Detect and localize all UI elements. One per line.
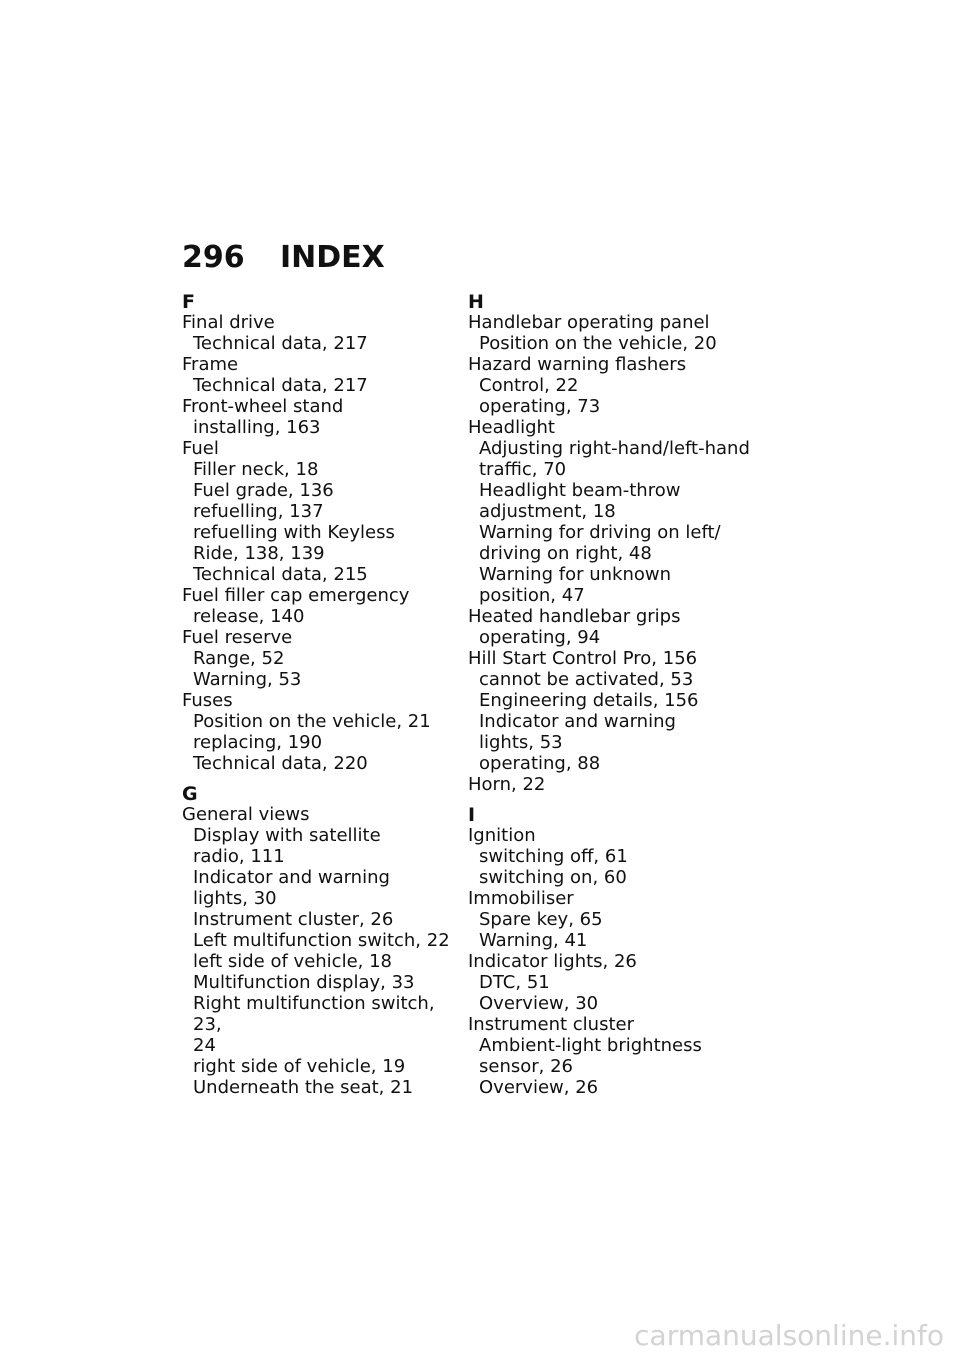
index-entry: Horn, 22 xyxy=(468,774,546,795)
index-subentry: Control, 22 xyxy=(479,375,579,396)
index-subentry: Indicator and warning xyxy=(479,711,676,732)
index-entry: Hazard warning flashers xyxy=(468,354,687,375)
index-entry: Fuel filler cap emergency xyxy=(182,585,410,606)
index-subentry: Indicator and warning xyxy=(193,867,390,888)
index-subentry: Range, 52 xyxy=(193,648,285,669)
index-subentry: Technical data, 217 xyxy=(193,375,368,396)
index-subentry: Warning for unknown xyxy=(479,564,671,585)
index-entry: Fuel xyxy=(182,438,219,459)
index-subentry: Technical data, 217 xyxy=(193,333,368,354)
index-subentry: Spare key, 65 xyxy=(479,909,603,930)
index-subentry: release, 140 xyxy=(193,606,305,627)
index-subentry: cannot be activated, 53 xyxy=(479,669,694,690)
index-subentry: Instrument cluster, 26 xyxy=(193,909,394,930)
index-entry: Immobiliser xyxy=(468,888,574,909)
index-subentry: adjustment, 18 xyxy=(479,501,616,522)
index-subentry: Warning, 41 xyxy=(479,930,588,951)
index-entry: Indicator lights, 26 xyxy=(468,951,637,972)
page-header xyxy=(182,240,385,275)
section-letter: H xyxy=(468,291,484,313)
index-subentry: Ambient-light brightness xyxy=(479,1035,702,1056)
index-subentry: Filler neck, 18 xyxy=(193,459,319,480)
index-column-right xyxy=(468,292,758,1098)
index-subentry: Overview, 30 xyxy=(479,993,599,1014)
index-subentry: switching off, 61 xyxy=(479,846,628,867)
page-number: 296 xyxy=(182,240,245,275)
index-subentry: lights, 30 xyxy=(193,888,277,909)
index-entry: Fuel reserve xyxy=(182,627,293,648)
index-subentry: refuelling with Keyless xyxy=(193,522,395,543)
section-spacer xyxy=(182,774,452,784)
index-subentry: Left multifunction switch, 22 xyxy=(193,930,450,951)
index-subentry: DTC, 51 xyxy=(479,972,550,993)
index-subentry: Underneath the seat, 21 xyxy=(193,1077,414,1098)
index-subentry: Position on the vehicle, 20 xyxy=(479,333,717,354)
index-entry: Headlight xyxy=(468,417,555,438)
index-column-left xyxy=(182,292,452,1098)
index-subentry: Adjusting right-hand/left-hand xyxy=(479,438,750,459)
index-subentry: Headlight beam-throw xyxy=(479,480,681,501)
page-title: INDEX xyxy=(280,240,385,275)
index-subentry: lights, 53 xyxy=(479,732,563,753)
index-subentry: Warning for driving on left/ xyxy=(479,522,721,543)
index-entry: General views xyxy=(182,804,310,825)
index-subentry: Overview, 26 xyxy=(479,1077,599,1098)
index-subentry: replacing, 190 xyxy=(193,732,323,753)
index-entry: Front-wheel stand xyxy=(182,396,344,417)
index-subentry: Technical data, 220 xyxy=(193,753,368,774)
index-subentry: Warning, 53 xyxy=(193,669,302,690)
index-subentry: Display with satellite xyxy=(193,825,381,846)
index-subentry: Multifunction display, 33 xyxy=(193,972,415,993)
index-entry: Instrument cluster xyxy=(468,1014,634,1035)
index-subentry: Fuel grade, 136 xyxy=(193,480,334,501)
index-subentry: right side of vehicle, 19 xyxy=(193,1056,406,1077)
index-subentry: switching on, 60 xyxy=(479,867,627,888)
index-subentry: driving on right, 48 xyxy=(479,543,652,564)
index-subentry: left side of vehicle, 18 xyxy=(193,951,393,972)
index-entry: Final drive xyxy=(182,312,275,333)
index-subentry: Technical data, 215 xyxy=(193,564,368,585)
index-subentry: position, 47 xyxy=(479,585,585,606)
index-entry: Ignition xyxy=(468,825,536,846)
index-entry: Frame xyxy=(182,354,239,375)
index-subentry: installing, 163 xyxy=(193,417,321,438)
index-subentry: Position on the vehicle, 21 xyxy=(193,711,431,732)
section-letter: G xyxy=(182,783,198,805)
index-subentry: Right multifunction switch, 23, xyxy=(193,993,435,1035)
index-subentry: refuelling, 137 xyxy=(193,501,324,522)
section-letter: F xyxy=(182,291,195,313)
index-subentry: radio, 111 xyxy=(193,846,285,867)
section-letter: I xyxy=(468,804,476,826)
index-subentry: operating, 94 xyxy=(479,627,601,648)
index-subentry: operating, 88 xyxy=(479,753,601,774)
index-subentry: traffic, 70 xyxy=(479,459,567,480)
section-spacer xyxy=(468,795,758,805)
index-entry: Handlebar operating panel xyxy=(468,312,710,333)
index-entry: Hill Start Control Pro, 156 xyxy=(468,648,698,669)
watermark: carmanualsonline.info xyxy=(634,1319,944,1352)
index-subentry: Engineering details, 156 xyxy=(479,690,699,711)
index-entry: Heated handlebar grips xyxy=(468,606,681,627)
index-entry: Fuses xyxy=(182,690,233,711)
index-subentry: 24 xyxy=(193,1035,216,1056)
index-subentry: sensor, 26 xyxy=(479,1056,573,1077)
index-subentry: Ride, 138, 139 xyxy=(193,543,325,564)
index-subentry: operating, 73 xyxy=(479,396,601,417)
